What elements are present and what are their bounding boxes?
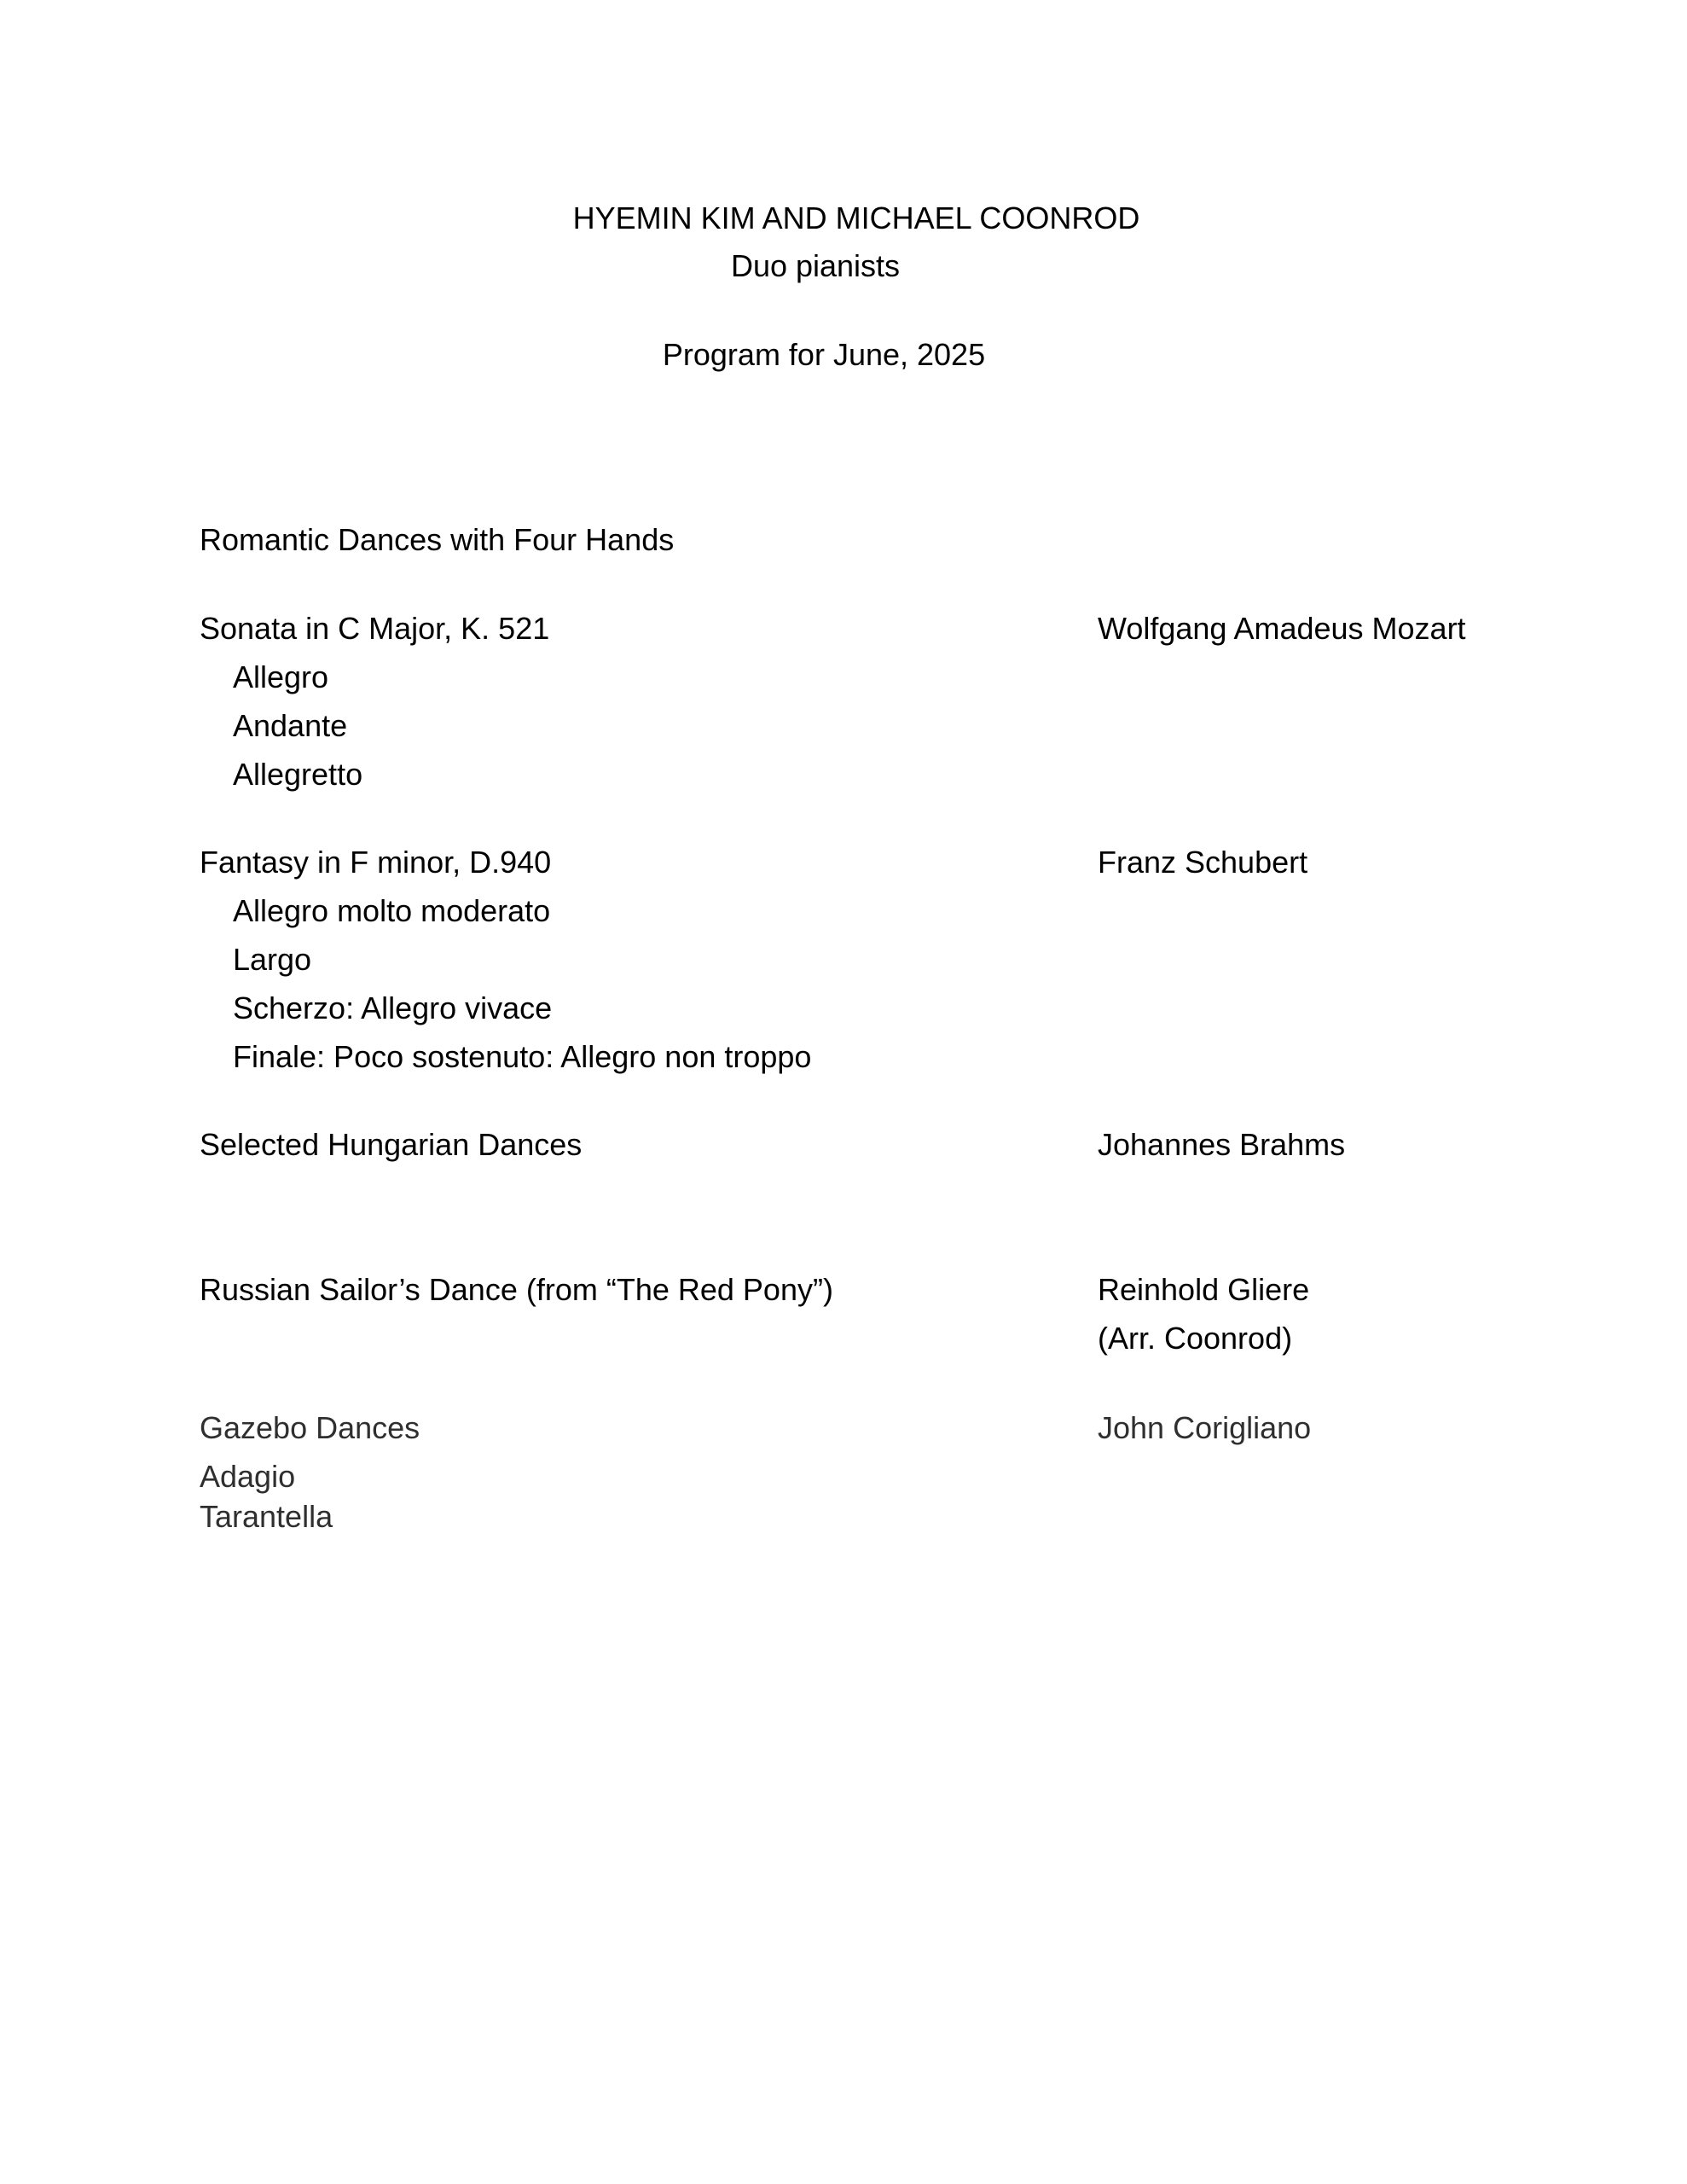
piece-composer: Wolfgang Amadeus Mozart	[1098, 611, 1466, 646]
program-title: Romantic Dances with Four Hands	[200, 522, 675, 557]
movement: Allegro molto moderato	[233, 893, 551, 928]
piece-title: Gazebo Dances	[200, 1410, 420, 1445]
program-date: Program for June, 2025	[662, 337, 986, 372]
subtitle: Duo pianists	[730, 248, 901, 283]
performers-heading: HYEMIN KIM AND MICHAEL COONROD	[572, 200, 1140, 235]
movement: Scherzo: Allegro vivace	[233, 990, 553, 1025]
movement: Largo	[233, 942, 312, 977]
piece-composer: Johannes Brahms	[1098, 1127, 1346, 1162]
movement: Allegro	[233, 659, 329, 694]
piece-title: Russian Sailor’s Dance (from “The Red Pony”)	[200, 1272, 833, 1307]
piece-composer: Franz Schubert	[1098, 845, 1308, 880]
movement: Tarantella	[200, 1499, 333, 1534]
movement: Finale: Poco sostenuto: Allegro non troppo	[233, 1039, 812, 1074]
piece-composer: John Corigliano	[1098, 1410, 1312, 1445]
piece-title: Selected Hungarian Dances	[200, 1127, 583, 1162]
movement: Allegretto	[233, 757, 363, 792]
piece-title: Sonata in C Major, K. 521	[200, 611, 550, 646]
piece-title: Fantasy in F minor, D.940	[200, 845, 552, 880]
piece-composer: Reinhold Gliere	[1098, 1272, 1310, 1307]
piece-arranger: (Arr. Coonrod)	[1098, 1321, 1293, 1356]
movement: Andante	[233, 708, 348, 743]
movement: Adagio	[200, 1459, 296, 1494]
